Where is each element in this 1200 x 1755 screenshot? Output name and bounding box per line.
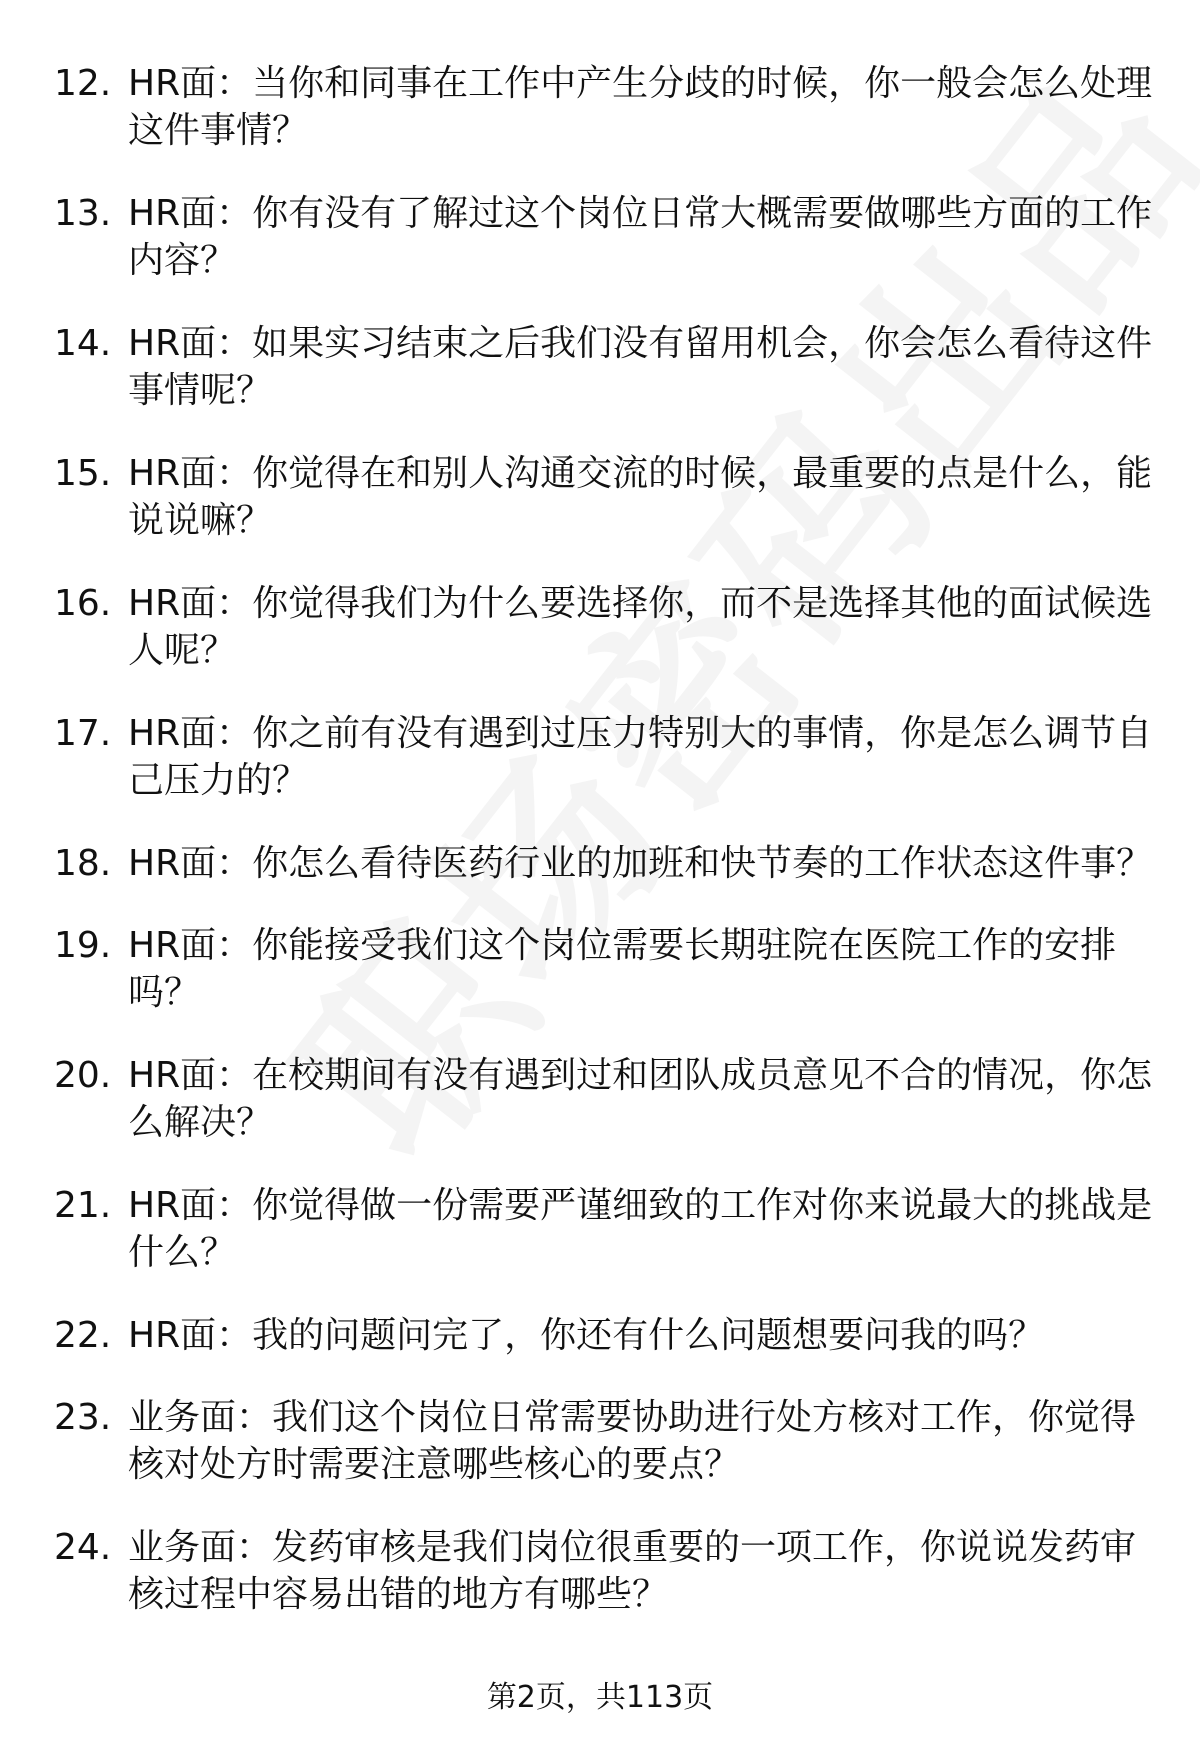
question-item-24: [0, 1524, 1200, 1620]
question-number: 23.: [54, 1397, 112, 1438]
question-text: HR面：你有没有了解过这个岗位日常大概需要做哪些方面的工作内容？: [128, 193, 1153, 281]
question-number: 14.: [54, 323, 112, 364]
question-number: 12.: [54, 63, 112, 104]
question-item-17: [0, 710, 1200, 806]
question-text: HR面：你能接受我们这个岗位需要长期驻院在医院工作的安排吗？: [128, 925, 1117, 1013]
question-text: HR面：在校期间有没有遇到过和团队成员意见不合的情况，你怎么解决？: [128, 1055, 1153, 1143]
question-item-13: [0, 190, 1200, 286]
question-number: 21.: [54, 1185, 112, 1226]
question-number: 20.: [54, 1055, 112, 1096]
question-number: 16.: [54, 583, 112, 624]
question-item-16: [0, 580, 1200, 676]
question-text: HR面：如果实习结束之后我们没有留用机会，你会怎么看待这件事情呢？: [128, 323, 1153, 411]
question-number: 22.: [54, 1315, 112, 1356]
question-text: HR面：你怎么看待医药行业的加班和快节奏的工作状态这件事？: [128, 843, 1153, 884]
question-text: HR面：你觉得在和别人沟通交流的时候，最重要的点是什么，能说说嘛？: [128, 453, 1153, 541]
question-item-20: [0, 1052, 1200, 1148]
question-item-14: [0, 320, 1200, 416]
question-item-18: [0, 840, 1200, 888]
question-text: HR面：我的问题问完了，你还有什么问题想要问我的吗？: [128, 1315, 1045, 1356]
page-footer: 第2页，共113页: [486, 1680, 714, 1715]
question-number: 13.: [54, 193, 112, 234]
question-text: HR面：当你和同事在工作中产生分歧的时候，你一般会怎么处理这件事情？: [128, 63, 1153, 151]
question-text: 业务面：发药审核是我们岗位很重要的一项工作，你说说发药审核过程中容易出错的地方有哪些？: [128, 1527, 1137, 1615]
question-item-21: [0, 1182, 1200, 1278]
question-number: 18.: [54, 843, 112, 884]
question-number: 19.: [54, 925, 112, 966]
question-text: HR面：你觉得我们为什么要选择你，而不是选择其他的面试候选人呢？: [128, 583, 1153, 671]
question-text: HR面：你觉得做一份需要严谨细致的工作对你来说最大的挑战是什么？: [128, 1185, 1153, 1273]
question-item-22: [0, 1312, 1200, 1360]
question-number: 15.: [54, 453, 112, 494]
question-text: HR面：你之前有没有遇到过压力特别大的事情，你是怎么调节自己压力的？: [128, 713, 1153, 801]
question-item-23: [0, 1394, 1200, 1490]
question-list: [0, 60, 1200, 1654]
question-item-19: [0, 922, 1200, 1018]
question-text: 业务面：我们这个岗位日常需要协助进行处方核对工作，你觉得核对处方时需要注意哪些核心的要点？: [128, 1397, 1137, 1485]
question-number: 17.: [54, 713, 112, 754]
question-item-12: [0, 60, 1200, 156]
question-number: 24.: [54, 1527, 112, 1568]
question-item-15: [0, 450, 1200, 546]
